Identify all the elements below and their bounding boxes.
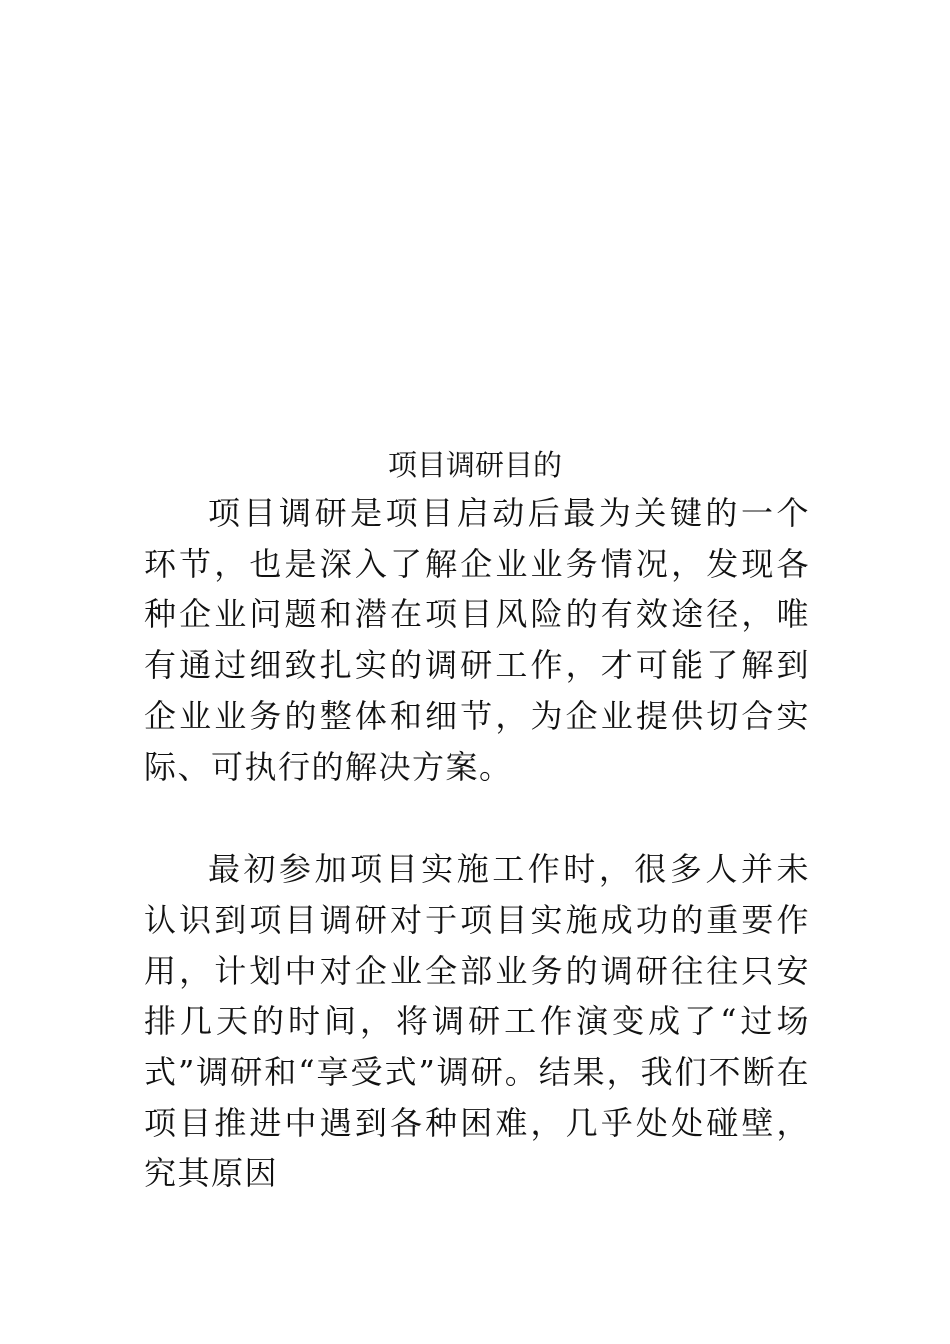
document-body [144, 488, 810, 1199]
paragraph-1: 项目调研是项目启动后最为关键的一个环节，也是深入了解企业业务情况，发现各种企业问题和潜在项目风险的有效途径，唯有通过细致扎实的调研工作，才可能了解到企业业务的整体和细节，为企业提供切合实际、可执行的解决方案。 [144, 494, 810, 786]
paragraph-spacer [144, 792, 810, 844]
document-title: 项目调研目的 [387, 448, 562, 482]
paragraph-2: 最初参加项目实施工作时，很多人并未认识到项目调研对于项目实施成功的重要作用，计划中对企业全部业务的调研往往只安排几天的时间，将调研工作演变成了“过场式”调研和“享受式”调研。结果，我们不断在项目推进中遇到各种困难，几乎处处碰壁，究其原因 [144, 850, 810, 1193]
